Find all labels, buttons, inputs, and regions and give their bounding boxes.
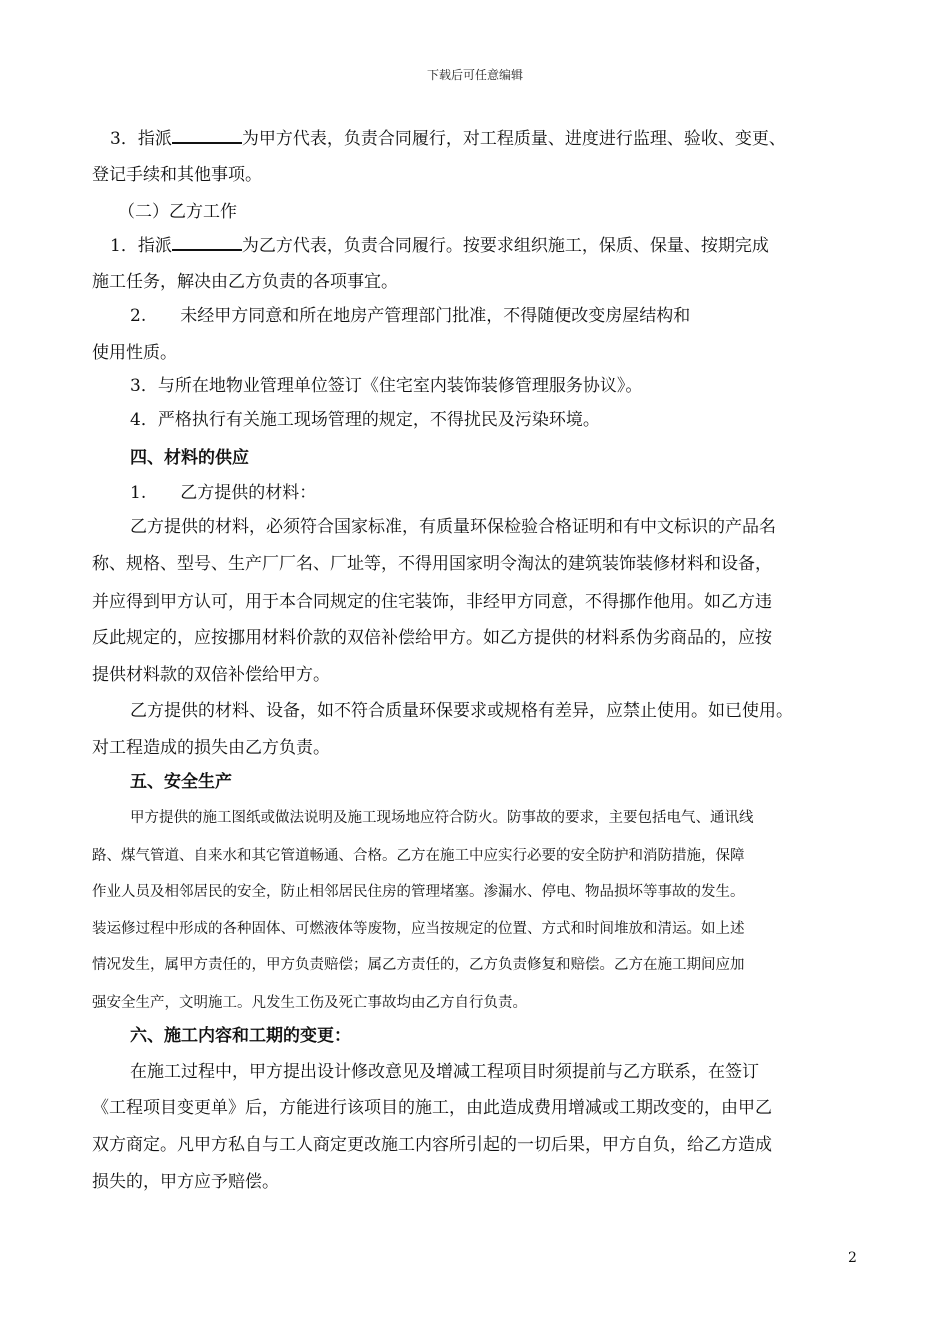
text-line: 1. 乙方提供的材料：: [130, 483, 317, 503]
text-line: 称、规格、型号、生产厂厂名、厂址等，不得用国家明令淘汰的建筑装饰装修材料和设备，: [92, 554, 772, 574]
text-line: 反此规定的，应按挪用材料价款的双倍补偿给甲方。如乙方提供的材料系伪劣商品的，应按: [92, 628, 772, 648]
text-line: 3．与所在地物业管理单位签订《住宅室内装饰装修管理服务协议》。: [130, 376, 643, 396]
subsection-title: （二）乙方工作: [118, 202, 237, 222]
text-line: 强安全生产，文明施工。凡发生工伤及死亡事故均由乙方自行负责。: [92, 995, 527, 1011]
clause-3-line: [110, 128, 786, 149]
text-line: 甲方提供的施工图纸或做法说明及施工现场地应符合防火。防事故的要求，主要包括电气、通讯线: [130, 810, 754, 826]
text-line: 装运修过程中形成的各种固体、可燃液体等废物，应当按规定的位置、方式和时间堆放和清运。如上述: [92, 921, 745, 937]
text-line: 登记手续和其他事项。: [92, 165, 262, 185]
clause-1-line: [110, 235, 769, 256]
section-heading: 五、安全生产: [130, 772, 232, 792]
text-line: 对工程造成的损失由乙方负责。: [92, 738, 330, 758]
clause-3-prefix: 3．指派: [110, 129, 172, 149]
text-line: 乙方提供的材料、设备，如不符合质量环保要求或规格有差异，应禁止使用。如已使用。: [130, 701, 793, 721]
text-line: 提供材料款的双倍补偿给甲方。: [92, 665, 330, 685]
clause-1-text: 为乙方代表，负责合同履行。按要求组织施工，保质、保量、按期完成: [241, 236, 769, 256]
text-line: 4．严格执行有关施工现场管理的规定，不得扰民及污染环境。: [130, 410, 600, 430]
text-line: 作业人员及相邻居民的安全，防止相邻居民住房的管理堵塞。渗漏水、停电、物品损坏等事故的发生。: [92, 884, 745, 900]
text-line: 施工任务，解决由乙方负责的各项事宜。: [92, 272, 398, 292]
text-line: 双方商定。凡甲方私自与工人商定更改施工内容所引起的一切后果，甲方自负，给乙方造成: [92, 1135, 772, 1155]
text-line: 并应得到甲方认可，用于本合同规定的住宅装饰，非经甲方同意，不得挪作他用。如乙方违: [92, 592, 772, 612]
section-heading: 六、施工内容和工期的变更：: [130, 1026, 351, 1046]
text-line: 在施工过程中，甲方提出设计修改意见及增减工程项目时须提前与乙方联系，在签订: [130, 1062, 759, 1082]
blank-underline: [172, 128, 242, 144]
clause-3-text: 为甲方代表，负责合同履行，对工程质量、进度进行监理、验收、变更、: [241, 129, 786, 149]
text-line: 路、煤气管道、自来水和其它管道畅通、合格。乙方在施工中应实行必要的安全防护和消防措施，保障: [92, 848, 745, 864]
blank-underline: [172, 235, 242, 251]
text-line: 2. 未经甲方同意和所在地房产管理部门批准，不得随便改变房屋结构和: [130, 306, 691, 326]
text-line: 《工程项目变更单》后，方能进行该项目的施工，由此造成费用增减或工期改变的，由甲乙: [92, 1098, 772, 1118]
page-number: 2: [848, 1250, 857, 1266]
text-line: 损失的，甲方应予赔偿。: [92, 1172, 279, 1192]
clause-1-prefix: 1．指派: [110, 236, 172, 256]
text-line: 使用性质。: [92, 343, 177, 363]
text-line: 情况发生，属甲方责任的，甲方负责赔偿；属乙方责任的，乙方负责修复和赔偿。乙方在施工期间应加: [92, 957, 745, 973]
page-header: 下载后可任意编辑: [426, 68, 523, 82]
text-line: 乙方提供的材料，必须符合国家标准，有质量环保检验合格证明和有中文标识的产品名: [130, 517, 776, 537]
section-heading: 四、材料的供应: [130, 448, 249, 468]
